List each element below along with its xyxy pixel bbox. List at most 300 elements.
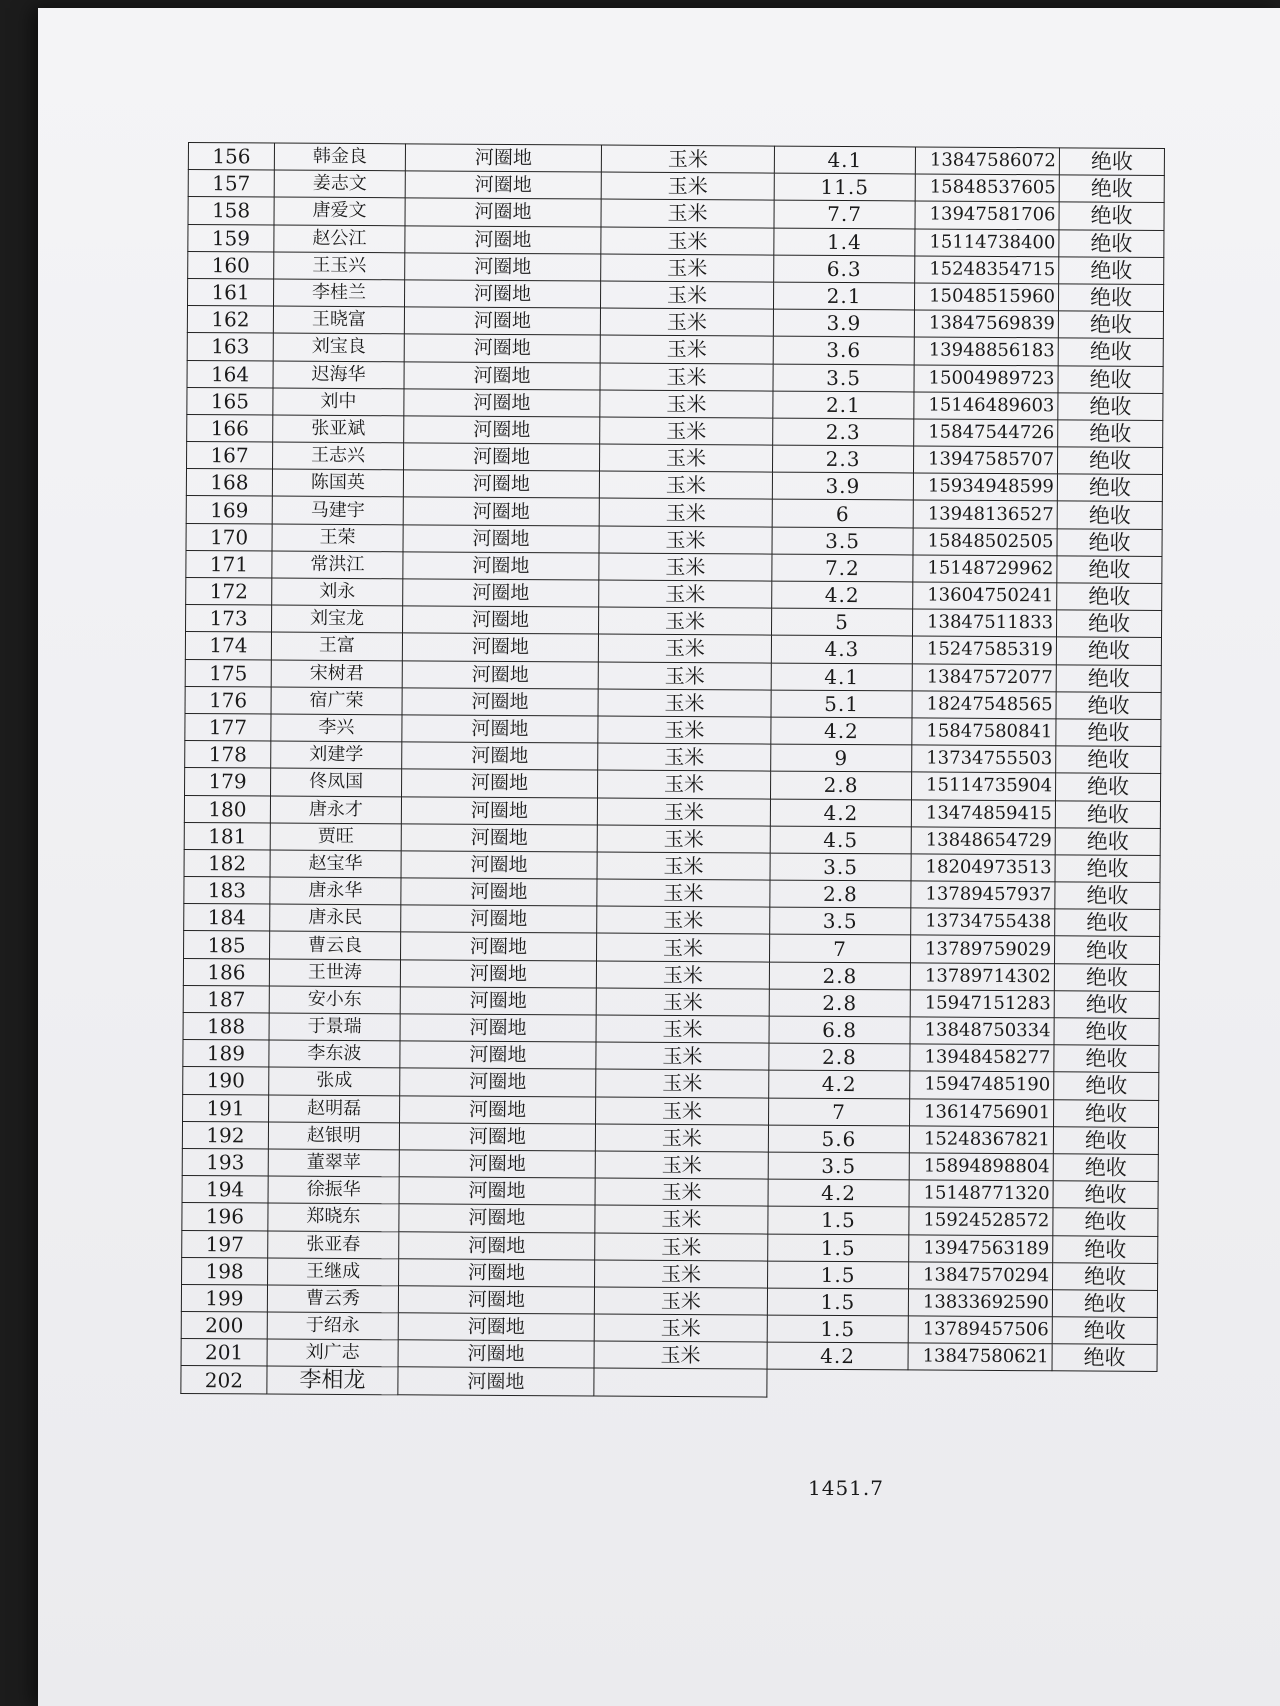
cell-crop: 玉米 [599,526,772,554]
cell-no: 174 [185,632,271,660]
cell-crop: 玉米 [594,1341,767,1369]
cell-area: 3.5 [770,907,911,935]
cell-name: 宿广荣 [271,687,402,715]
cell-name: 王晓富 [273,306,404,334]
cell-status: 绝收 [1054,1072,1159,1100]
cell-status: 绝收 [1058,393,1163,421]
cell-no: 173 [186,605,272,633]
cell-area: 4.3 [771,635,912,663]
cell-name: 韩金良 [274,143,405,171]
cell-area: 1.5 [767,1315,908,1343]
cell-area: 2.8 [769,989,910,1017]
cell-area: 3.5 [773,364,914,392]
cell-name: 姜志文 [274,170,405,198]
cell-no: 189 [183,1040,269,1068]
cell-crop: 玉米 [597,933,770,961]
cell-crop: 玉米 [595,1151,768,1179]
cell-area: 3.9 [773,309,914,337]
cell-place: 河圈地 [402,633,598,661]
cell-area: 3.6 [773,336,914,364]
cell-name: 刘广志 [267,1339,398,1367]
cell-phone: 13847580621 [908,1343,1052,1371]
cell-area: 11.5 [774,173,915,201]
cell-area: 2.8 [771,771,912,799]
cell-area: 4.2 [768,1179,909,1207]
cell-phone: 13947585707 [913,446,1057,474]
cell-area: 3.5 [772,527,913,555]
cell-no: 201 [181,1339,267,1367]
cell-place: 河圈地 [400,1041,596,1069]
cell-name: 李东波 [269,1040,400,1068]
cell-crop: 玉米 [594,1314,767,1342]
cell-phone: 13947563189 [909,1234,1053,1262]
cell-name: 王荣 [272,524,403,552]
cell-no: 160 [188,251,274,279]
cell-place: 河圈地 [400,987,596,1015]
cell-area: 6 [772,500,913,528]
cell-status: 绝收 [1054,1099,1159,1127]
cell-area: 4.2 [770,799,911,827]
cell-phone: 13734755503 [912,745,1056,773]
cell-crop: 玉米 [599,471,772,499]
cell-place: 河圈地 [403,443,599,471]
cell-area: 4.2 [767,1342,908,1370]
cell-status: 绝收 [1053,1127,1158,1155]
cell-phone: 13833692590 [908,1289,1052,1317]
cell-area: 7 [769,1098,910,1126]
cell-crop: 玉米 [600,363,773,391]
cell-status: 绝收 [1056,664,1161,692]
cell-crop: 玉米 [599,498,772,526]
cell-name: 王世涛 [269,959,400,987]
cell-crop: 玉米 [601,145,774,173]
cell-status: 绝收 [1052,1344,1157,1372]
cell-phone: 15148771320 [909,1180,1053,1208]
table-container [180,142,1164,1400]
cell-status: 绝收 [1057,447,1162,475]
cell-no: 192 [182,1121,268,1149]
cell-no: 172 [186,577,272,605]
cell-place: 河圈地 [400,1068,596,1096]
cell-name: 赵宝华 [270,850,401,878]
cell-no: 200 [181,1312,267,1340]
cell-no: 197 [182,1230,268,1258]
cell-status: 绝收 [1057,501,1162,529]
cell-area: 4.5 [770,826,911,854]
cell-place: 河圈地 [398,1286,594,1314]
cell-phone: 15048515960 [914,283,1058,311]
cell-place: 河圈地 [401,878,597,906]
cell-phone [908,1370,1052,1398]
cell-crop: 玉米 [596,961,769,989]
cell-phone: 13474859415 [911,799,1055,827]
cell-area: 7.2 [772,554,913,582]
cell-area: 2.3 [773,418,914,446]
cell-place: 河圈地 [400,1095,596,1123]
cell-no: 182 [184,849,270,877]
cell-phone: 15934948599 [913,473,1057,501]
cell-crop: 玉米 [599,580,772,608]
cell-phone: 15947151283 [910,990,1054,1018]
cell-place: 河圈地 [398,1367,594,1395]
cell-name: 赵公江 [274,225,405,253]
cell-area: 6.3 [774,255,915,283]
cell-place: 河圈地 [402,715,598,743]
cell-name: 唐爱文 [274,197,405,225]
cell-status: 绝收 [1058,338,1163,366]
cell-name: 唐永才 [270,796,401,824]
cell-place: 河圈地 [401,824,597,852]
cell-crop: 玉米 [597,852,770,880]
cell-area: 7 [770,935,911,963]
cell-area: 5 [771,608,912,636]
cell-no: 183 [184,877,270,905]
cell-status: 绝收 [1056,610,1161,638]
cell-phone: 13789457937 [911,881,1055,909]
cell-place: 河圈地 [398,1313,594,1341]
cell-place: 河圈地 [401,932,597,960]
cell-status: 绝收 [1056,637,1161,665]
cell-phone: 15248354715 [915,256,1059,284]
cell-area: 1.5 [768,1234,909,1262]
cell-place: 河圈地 [401,851,597,879]
cell-crop: 玉米 [601,172,774,200]
cell-phone: 15894898804 [909,1153,1053,1181]
cell-phone: 15848502505 [913,528,1057,556]
cell-phone: 13789759029 [911,935,1055,963]
cell-no: 187 [183,985,269,1013]
cell-status: 绝收 [1058,365,1163,393]
cell-area: 5.1 [771,690,912,718]
cell-area [767,1369,908,1397]
cell-status: 绝收 [1053,1154,1158,1182]
cell-place: 河圈地 [401,905,597,933]
cell-name: 王继成 [268,1258,399,1286]
cell-crop: 玉米 [596,1042,769,1070]
cell-place: 河圈地 [402,660,598,688]
cell-crop: 玉米 [596,1069,769,1097]
cell-no: 164 [187,360,273,388]
cell-phone: 15247585319 [912,636,1056,664]
cell-name: 张亚春 [268,1231,399,1259]
cell-crop: 玉米 [598,607,771,635]
cell-status: 绝收 [1054,963,1159,991]
cell-no: 186 [183,958,269,986]
cell-status: 绝收 [1055,827,1160,855]
cell-name: 曹云良 [270,931,401,959]
cell-status: 绝收 [1054,991,1159,1019]
cell-crop: 玉米 [596,1015,769,1043]
cell-area: 1.5 [767,1288,908,1316]
cell-name: 张成 [269,1067,400,1095]
cell-no: 196 [182,1203,268,1231]
cell-area: 1.4 [774,228,915,256]
cell-phone: 13848750334 [910,1017,1054,1045]
cell-area: 4.2 [771,717,912,745]
cell-name: 李桂兰 [273,279,404,307]
cell-no: 168 [186,469,272,497]
cell-crop: 玉米 [600,308,773,336]
cell-phone: 15004989723 [914,364,1058,392]
cell-crop: 玉米 [600,417,773,445]
cell-place: 河圈地 [403,606,599,634]
cell-place: 河圈地 [400,1014,596,1042]
cell-status: 绝收 [1058,284,1163,312]
cell-area: 4.2 [772,581,913,609]
cell-area: 3.9 [772,472,913,500]
cell-place: 河圈地 [400,959,596,987]
cell-place: 河圈地 [403,497,599,525]
cell-status: 绝收 [1056,746,1161,774]
cell-name: 赵银明 [268,1122,399,1150]
cell-place: 河圈地 [404,307,600,335]
cell-place: 河圈地 [398,1340,594,1368]
cell-no: 178 [185,741,271,769]
cell-crop: 玉米 [599,553,772,581]
cell-no: 176 [185,686,271,714]
cell-phone: 13604750241 [913,582,1057,610]
cell-crop: 玉米 [601,199,774,227]
cell-crop: 玉米 [598,689,771,717]
cell-name: 唐永民 [270,904,401,932]
cell-area: 1.5 [768,1261,909,1289]
cell-no: 199 [181,1284,267,1312]
cell-no: 188 [183,1012,269,1040]
cell-phone: 15114738400 [915,229,1059,257]
cell-no: 159 [188,224,274,252]
cell-area: 7.7 [774,200,915,228]
cell-no: 191 [183,1094,269,1122]
cell-crop: 玉米 [598,743,771,771]
cell-phone: 15924528572 [909,1207,1053,1235]
cell-no: 181 [184,822,270,850]
cell-name: 刘建学 [271,741,402,769]
cell-crop: 玉米 [595,1178,768,1206]
cell-area: 2.8 [769,962,910,990]
cell-crop: 玉米 [595,1205,768,1233]
table-row [181,1366,1157,1399]
cell-name: 安小东 [269,986,400,1014]
cell-no: 157 [188,170,274,198]
cell-name: 董翠苹 [268,1149,399,1177]
cell-phone: 13947581706 [915,201,1059,229]
cell-place: 河圈地 [404,334,600,362]
cell-no: 170 [186,523,272,551]
cell-crop: 玉米 [600,390,773,418]
cell-status [1052,1371,1157,1399]
cell-name: 常洪江 [272,551,403,579]
cell-name: 王玉兴 [274,252,405,280]
cell-crop [594,1368,767,1396]
cell-place: 河圈地 [399,1204,595,1232]
cell-status: 绝收 [1057,583,1162,611]
cell-no: 162 [187,306,273,334]
cell-area: 2.1 [773,282,914,310]
cell-crop: 玉米 [598,662,771,690]
cell-phone: 15248367821 [909,1126,1053,1154]
cell-no: 180 [184,795,270,823]
cell-phone: 13948458277 [910,1044,1054,1072]
cell-status: 绝收 [1052,1317,1157,1345]
cell-no: 194 [182,1176,268,1204]
cell-name: 佟凤国 [271,768,402,796]
cell-name: 王志兴 [273,442,404,470]
cell-area: 4.2 [769,1070,910,1098]
cell-no: 161 [188,278,274,306]
cell-area: 1.5 [768,1206,909,1234]
cell-name: 张亚斌 [273,415,404,443]
cell-status: 绝收 [1054,936,1159,964]
cell-phone: 13789714302 [910,963,1054,991]
cell-name: 陈国英 [272,469,403,497]
cell-status: 绝收 [1058,311,1163,339]
cell-status: 绝收 [1055,909,1160,937]
cell-status: 绝收 [1054,1018,1159,1046]
cell-place: 河圈地 [403,470,599,498]
cell-phone: 15847544726 [914,419,1058,447]
cell-phone: 13847511833 [912,609,1056,637]
cell-status: 绝收 [1059,257,1164,285]
cell-place: 河圈地 [399,1258,595,1286]
cell-status: 绝收 [1053,1181,1158,1209]
cell-status: 绝收 [1059,229,1164,257]
cell-status: 绝收 [1053,1235,1158,1263]
cell-area: 3.5 [768,1152,909,1180]
crop-loss-table [180,142,1165,1400]
cell-phone: 13847570294 [909,1262,1053,1290]
cell-status: 绝收 [1055,855,1160,883]
cell-name: 于景瑞 [269,1013,400,1041]
cell-place: 河圈地 [405,225,601,253]
cell-no: 169 [186,496,272,524]
cell-phone: 18204973513 [911,854,1055,882]
cell-place: 河圈地 [404,389,600,417]
cell-name: 宋树君 [271,660,402,688]
cell-name: 刘永 [272,578,403,606]
cell-status: 绝收 [1052,1290,1157,1318]
cell-status: 绝收 [1055,773,1160,801]
area-total: 1451.7 [808,1476,884,1500]
cell-phone: 13789457506 [908,1316,1052,1344]
cell-place: 河圈地 [402,688,598,716]
cell-phone: 15847580841 [912,718,1056,746]
cell-place: 河圈地 [405,171,601,199]
cell-name: 徐振华 [268,1176,399,1204]
cell-crop: 玉米 [597,879,770,907]
cell-crop: 玉米 [597,825,770,853]
cell-crop: 玉米 [601,227,774,255]
cell-crop: 玉米 [595,1233,768,1261]
cell-name: 李兴 [271,714,402,742]
cell-status: 绝收 [1055,800,1160,828]
cell-phone: 13847586072 [915,147,1059,175]
cell-crop: 玉米 [596,1097,769,1125]
cell-name: 马建宇 [272,496,403,524]
cell-place: 河圈地 [405,253,601,281]
cell-phone: 15146489603 [914,392,1058,420]
cell-no: 177 [185,713,271,741]
cell-name: 刘中 [273,388,404,416]
cell-status: 绝收 [1059,202,1164,230]
cell-status: 绝收 [1053,1208,1158,1236]
cell-place: 河圈地 [402,769,598,797]
cell-area: 9 [771,744,912,772]
cell-name: 刘宝良 [273,333,404,361]
cell-crop: 玉米 [598,770,771,798]
cell-name: 于绍永 [267,1312,398,1340]
cell-place: 河圈地 [403,552,599,580]
cell-area: 2.8 [769,1043,910,1071]
cell-area: 5.6 [768,1125,909,1153]
document-page [38,8,1280,1706]
cell-area: 6.8 [769,1016,910,1044]
cell-area: 2.8 [770,880,911,908]
cell-phone: 13734755438 [911,908,1055,936]
cell-status: 绝收 [1054,1045,1159,1073]
cell-status: 绝收 [1053,1262,1158,1290]
cell-crop: 玉米 [600,335,773,363]
cell-crop: 玉米 [595,1260,768,1288]
cell-no: 185 [184,931,270,959]
cell-crop: 玉米 [596,988,769,1016]
cell-phone: 13847572077 [912,663,1056,691]
cell-status: 绝收 [1057,528,1162,556]
cell-area: 4.1 [771,663,912,691]
cell-no: 163 [187,333,273,361]
cell-status: 绝收 [1056,719,1161,747]
cell-area: 3.5 [770,853,911,881]
cell-status: 绝收 [1058,420,1163,448]
cell-phone: 15114735904 [911,772,1055,800]
cell-no: 165 [187,387,273,415]
cell-name: 刘宝龙 [272,605,403,633]
cell-no: 167 [187,442,273,470]
cell-name: 曹云秀 [267,1285,398,1313]
cell-place: 河圈地 [405,198,601,226]
cell-crop: 玉米 [598,634,771,662]
cell-name: 贾旺 [270,823,401,851]
cell-no: 198 [182,1257,268,1285]
cell-phone: 13848654729 [911,827,1055,855]
cell-phone: 13948136527 [913,500,1057,528]
cell-status: 绝收 [1059,175,1164,203]
cell-no: 166 [187,414,273,442]
cell-status: 绝收 [1055,882,1160,910]
cell-place: 河圈地 [399,1123,595,1151]
cell-area: 4.1 [774,146,915,174]
cell-place: 河圈地 [399,1231,595,1259]
cell-name: 赵明磊 [269,1095,400,1123]
cell-place: 河圈地 [404,280,600,308]
cell-place: 河圈地 [399,1150,595,1178]
cell-status: 绝收 [1056,692,1161,720]
cell-place: 河圈地 [403,524,599,552]
cell-name: 王富 [271,632,402,660]
cell-phone: 18247548565 [912,691,1056,719]
cell-name: 唐永华 [270,877,401,905]
cell-no: 156 [188,143,274,171]
cell-no: 202 [181,1366,267,1394]
cell-no: 190 [183,1067,269,1095]
cell-place: 河圈地 [402,742,598,770]
cell-name: 李相龙 [267,1366,398,1394]
cell-crop: 玉米 [597,906,770,934]
cell-name: 迟海华 [273,361,404,389]
cell-place: 河圈地 [404,361,600,389]
cell-area: 2.3 [772,445,913,473]
cell-crop: 玉米 [598,716,771,744]
cell-crop: 玉米 [597,798,770,826]
